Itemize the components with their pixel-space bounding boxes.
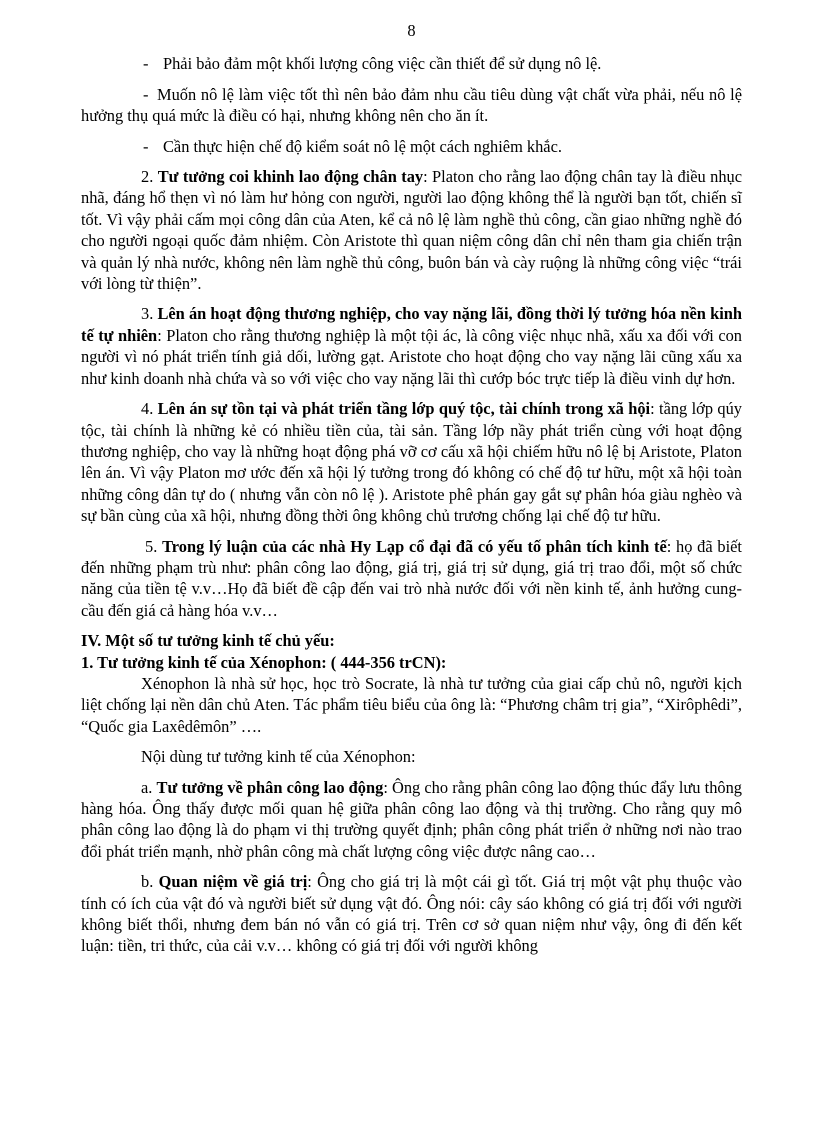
point-item bbox=[81, 777, 742, 863]
dash-marker: - bbox=[143, 84, 149, 104]
point-label: b. bbox=[141, 872, 154, 892]
point-label: a. bbox=[141, 777, 153, 797]
section-heading: IV. Một số tư tưởng kinh tế chủ yếu: bbox=[81, 631, 335, 651]
dash-marker: - bbox=[143, 136, 149, 156]
item-number: 4. bbox=[141, 399, 154, 419]
item-number: 2. bbox=[141, 167, 154, 187]
item-text: : tầng lớp qúy tộc, tài chính là những kẻ có nhiều tiền của, tài sản. Tầng lớp nầy phát triển cùng với hoạt động thương nghiệp, cho vay là những hoạt động phá vỡ cơ cấu xã hội chiếm hữu nô lệ bị Aristote, Platon lên án. Vì vậy Platon mơ ước đến xã hội lý tưởng trong đó không có chế độ tư hữu, một xã hội toàn những công dân tự do ( nhưng vẫn còn nô lệ ). Aristote phê phán gay gắt sự phân hóa giàu nghèo và sự bần cùng của xã hội, nhưng đồng thời ông không chủ trương chống lại chế độ tư hữu. bbox=[81, 399, 742, 526]
bullet-text: Cần thực hiện chế độ kiểm soát nô lệ một cách nghiêm khắc. bbox=[163, 136, 562, 156]
point-text: : Ông cho giá trị là một cái gì tốt. Giá trị một vật phụ thuộc vào tính có ích của vật đó và người biết sử dụng vật đó. Ông nói: cây sáo không có giá trị đối với người không biết thổi, nhưng đem bán nó vẫn có giá trị. Trên cơ sở quan niệm như vậy, ông đi đến kết luận: tiền, tri thức, của cải v.v… không có giá trị đối với người không bbox=[81, 872, 742, 956]
point-text: : Ông cho rằng phân công lao động thúc đẩy lưu thông hàng hóa. Ông thấy được mối quan hệ giữa phân công lao động và thị trường. Cho rằng quy mô phân công lao động là do phạm vi thị trường quyết định; phân công phát triển ở những nơi nào trao đổi phát triển mạnh, nhờ phân công mà chất lượng công việc được nâng cao… bbox=[81, 777, 742, 861]
item-title: Tư tưởng coi khinh lao động chân tay bbox=[157, 167, 424, 187]
bullet-item bbox=[81, 136, 742, 157]
item-text: : Platon cho rằng lao động chân tay là điều nhục nhã, đáng hổ thẹn vì nó làm hư hỏng con người, người lao động không thể là người bạn tốt, chiến sĩ tốt. Vì vậy phải cấm mọi công dân của Aten, kể cả nô lệ làm nghề thủ công, cần giao những nghề đó cho người ngoại quốc đảm nhiệm. Còn Aristote thì quan niệm công dân chỉ nên tham gia chiến trận và quản lý nhà nước, không nên làm nghề thủ công, buôn bán và cày ruộng là những công việc “trái với lòng từ thiện”. bbox=[81, 167, 743, 294]
document-page bbox=[81, 20, 742, 957]
intro-paragraph: Xénophon là nhà sử học, học trò Socrate, là nhà tư tưởng của giai cấp chủ nô, người kịch liệt chống lại nền dân chủ Aten. Tác phẩm tiêu biểu của ông là: “Phương châm trị gia”, “Xirôphêdi”, “Quốc gia Laxêdêmôn” …. bbox=[81, 673, 742, 736]
sub-heading: 1. Tư tưởng kinh tế của Xénophon: ( 444-356 trCN): bbox=[81, 652, 447, 672]
numbered-item bbox=[81, 303, 742, 389]
numbered-item bbox=[81, 398, 742, 526]
bullet-item bbox=[81, 53, 742, 74]
dash-marker: - bbox=[143, 54, 149, 74]
item-text: : Platon cho rằng thương nghiệp là một tội ác, là công việc nhục nhã, xấu xa đối với con người vì nó phát triển tính giả dối, lường gạt. Aristote cho hoạt động cho vay nặng lãi cũng xấu xa như kinh doanh nhà chứa và so với việc cho vay nặng lãi thì cướp bóc trực tiếp là điều vinh dự hơn. bbox=[81, 325, 742, 388]
content-intro: Nội dùng tư tưởng kinh tế của Xénophon: bbox=[141, 747, 416, 767]
bullet-item bbox=[81, 84, 742, 127]
item-title: Lên án hoạt động thương nghiệp, cho vay nặng lãi, đồng thời lý tưởng hóa nền kinh tế tự nhiên bbox=[81, 304, 742, 345]
page-number: 8 bbox=[407, 21, 416, 40]
numbered-item bbox=[81, 536, 742, 622]
bullet-text: Muốn nô lệ làm việc tốt thì nên bảo đảm nhu cầu tiêu dùng vật chất vừa phải, nếu nô lệ hưởng thụ quá mức là điều có hại, nhưng không nên cho ăn ít. bbox=[81, 84, 742, 126]
point-title: Quan niệm về giá trị bbox=[158, 872, 308, 892]
numbered-item bbox=[81, 166, 742, 294]
item-title: Lên án sự tồn tại và phát triển tầng lớp quý tộc, tài chính trong xã hội bbox=[157, 399, 651, 419]
item-title: Trong lý luận của các nhà Hy Lạp cổ đại đã có yếu tố phân tích kinh tế bbox=[162, 536, 667, 556]
point-title: Tư tưởng về phân công lao động bbox=[156, 777, 384, 797]
bullet-text: Phải bảo đảm một khối lượng công việc cần thiết để sử dụng nô lệ. bbox=[163, 54, 602, 74]
item-text: : họ đã biết đến những phạm trù như: phân công lao động, giá trị, giá trị sử dụng, giá trị trao đổi, một số chức năng của tiền tệ v.v…Họ đã biết đề cập đến vai trò nhà nước đối với nền kinh tế, ảnh hưởng cung- cầu đến giá cả hàng hóa v.v… bbox=[81, 536, 742, 620]
point-item bbox=[81, 871, 742, 957]
item-number: 5. bbox=[145, 536, 158, 556]
item-number: 3. bbox=[141, 304, 154, 324]
